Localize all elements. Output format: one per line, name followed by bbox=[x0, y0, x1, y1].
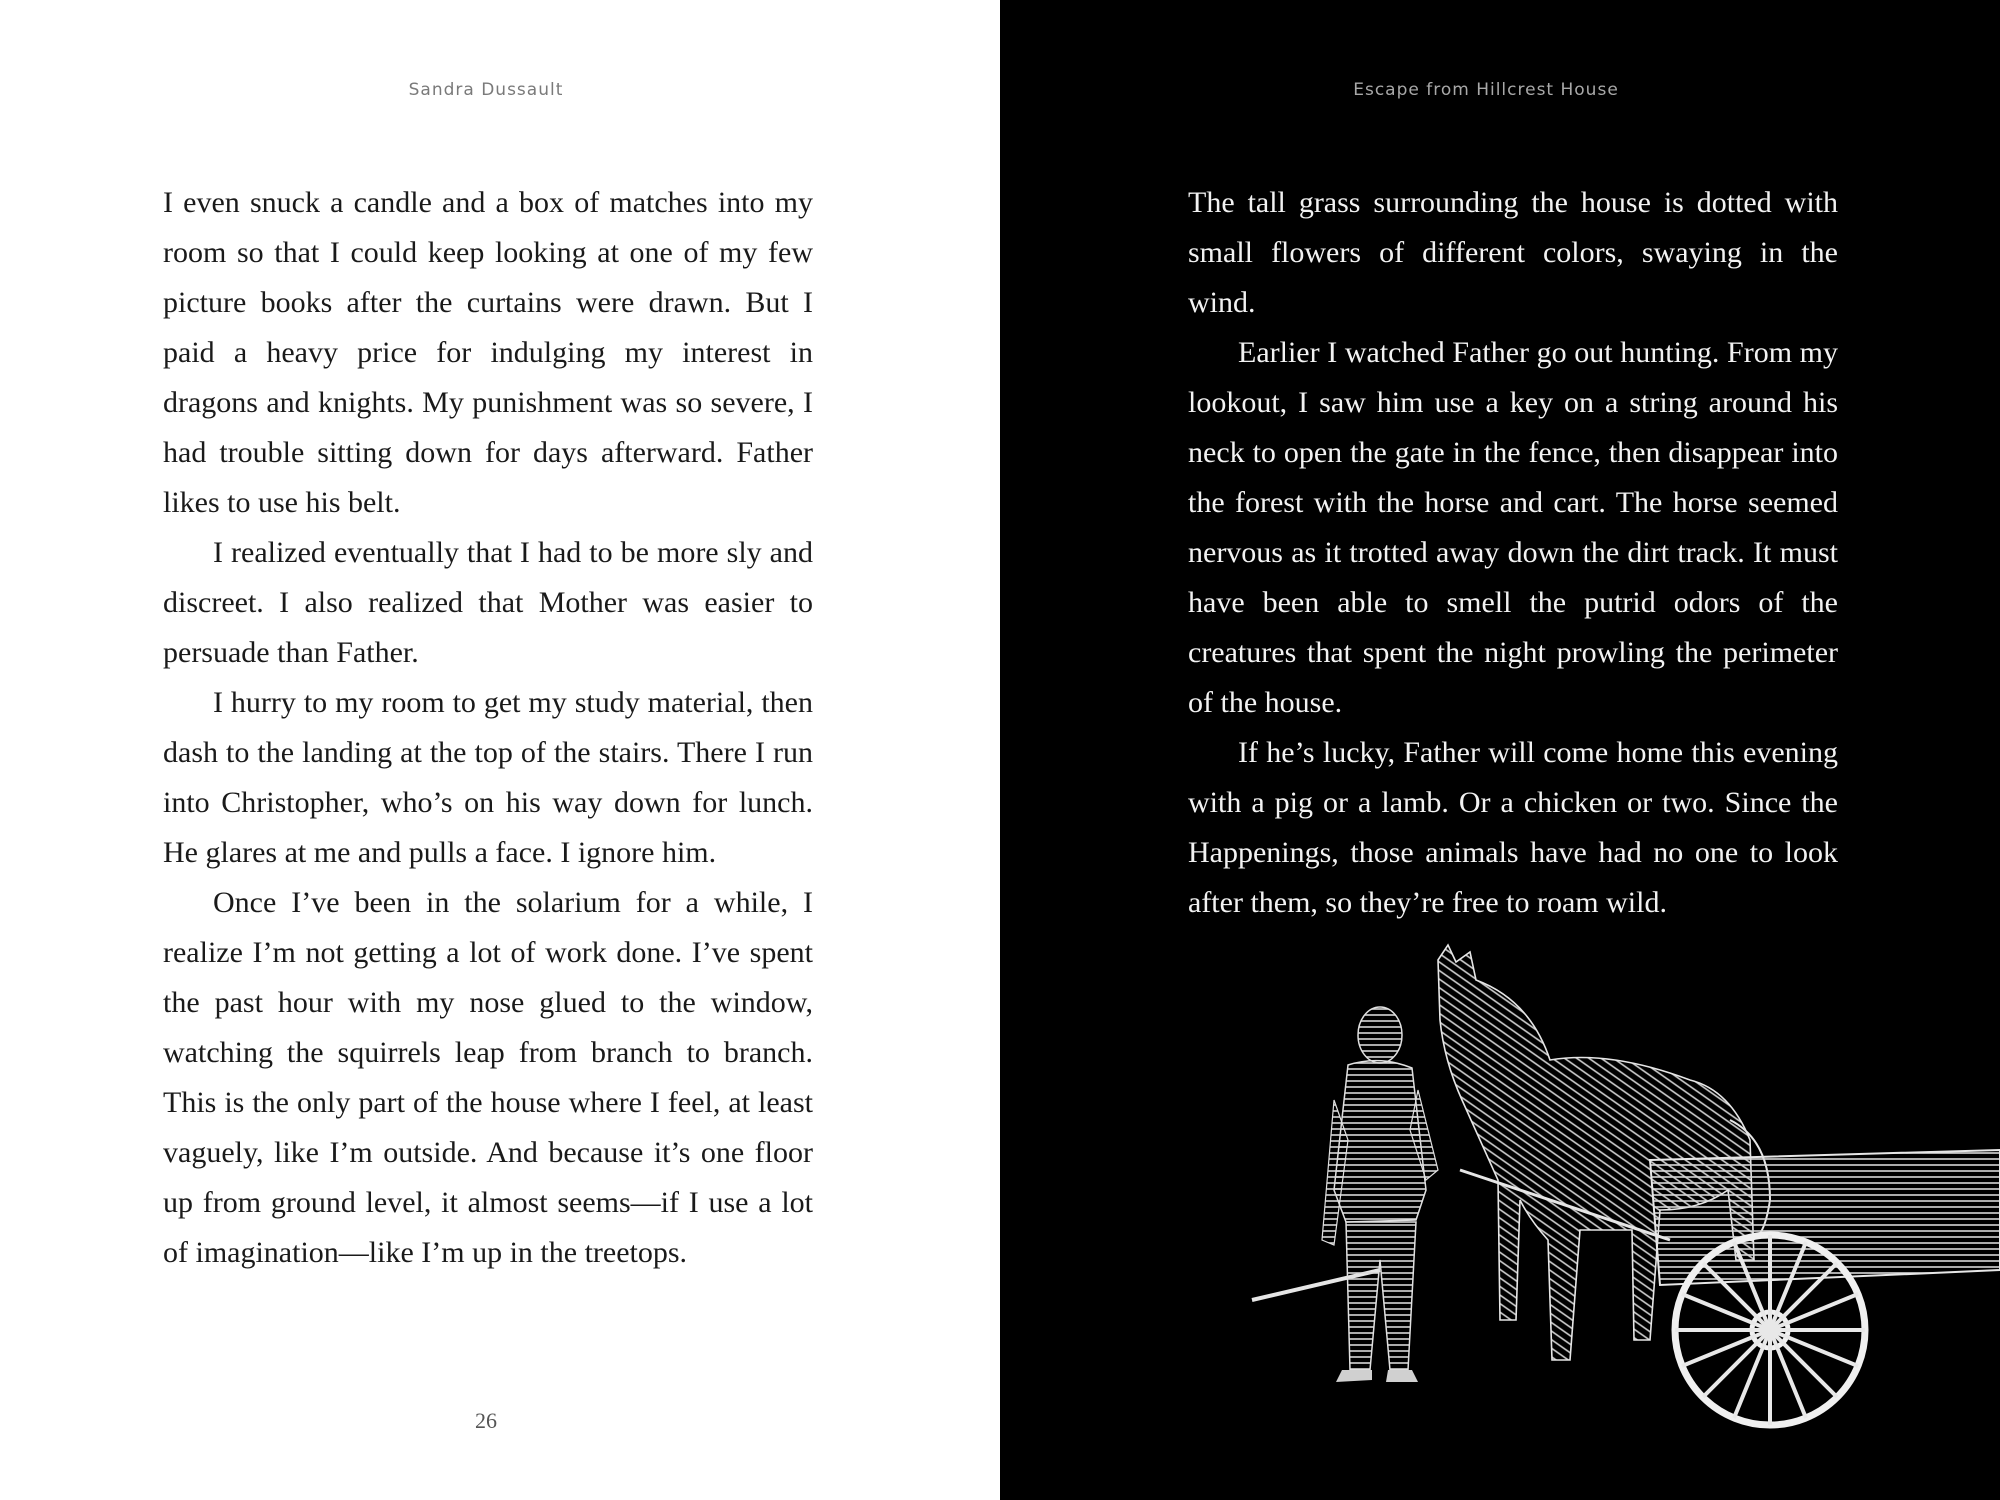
right-paragraph-3: If he’s lucky, Father will come home this evening with a pig or a lamb. Or a chicken or two. Since the Happenings, those animals have had no one to look after them, so they’re free to roam wild. bbox=[1188, 736, 1838, 919]
horse-figure bbox=[1438, 945, 1770, 1360]
man-figure bbox=[1322, 1007, 1438, 1382]
right-paragraph-1: The tall grass surrounding the house is dotted with small flowers of different colors, swaying in the wind. bbox=[1188, 186, 1838, 319]
left-running-head: Sandra Dussault bbox=[408, 80, 564, 100]
right-paragraph-2: Earlier I watched Father go out hunting. From my lookout, I saw him use a key on a string around his neck to open the gate in the fence, then disappear into the forest with the horse and cart. The horse seemed nervous as it trotted away down the dirt track. It must have been able to smell the putrid odors of the creatures that spent the night prowling the perimeter of the house. bbox=[1188, 336, 1838, 719]
left-body-text bbox=[163, 178, 813, 1278]
page-number: 26 bbox=[475, 1408, 497, 1433]
man-horse-cart-illustration bbox=[1230, 940, 2000, 1500]
right-page bbox=[1000, 0, 2000, 1500]
right-body-text bbox=[1188, 178, 1838, 928]
right-running-head: Escape from Hillcrest House bbox=[1353, 80, 1619, 100]
left-paragraph-3: I hurry to my room to get my study material, then dash to the landing at the top of the stairs. There I run into Christopher, who’s on his way down for lunch. He glares at me and pulls a face. I ignore him. bbox=[163, 686, 813, 869]
left-paragraph-4: Once I’ve been in the solarium for a while, I realize I’m not getting a lot of work done. I’ve spent the past hour with my nose glued to the window, watching the squirrels leap from branch to branch. This is the only part of the house where I feel, at least vaguely, like I’m outside. And because it’s one floor up from ground level, it almost seems—if I use a lot of imagination—like I’m up in the treetops. bbox=[163, 886, 813, 1269]
left-paragraph-2: I realized eventually that I had to be more sly and discreet. I also realized that Mother was easier to persuade than Father. bbox=[163, 536, 813, 669]
left-paragraph-1: I even snuck a candle and a box of matches into my room so that I could keep looking at one of my few picture books after the curtains were drawn. But I paid a heavy price for indulging my interest in dragons and knights. My punishment was so severe, I had trouble sitting down for days afterward. Father likes to use his belt. bbox=[163, 186, 813, 519]
